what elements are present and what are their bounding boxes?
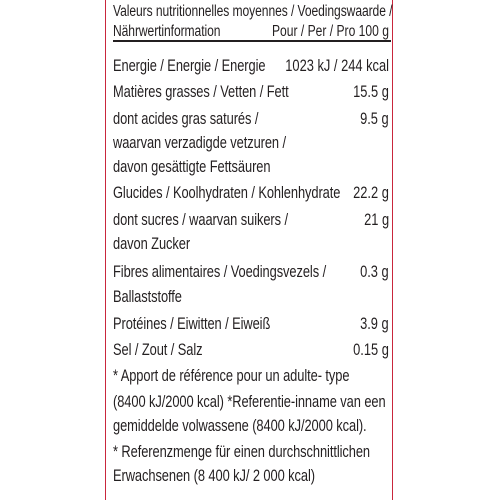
table-row-protein [105,314,392,334]
table-row-fibre-de [105,287,392,307]
row-label: dont sucres / waarvan suikers / [113,211,288,229]
footnote-line [105,466,392,486]
table-row-sugars-de [105,234,392,254]
header-title: Valeurs nutritionnelles moyennes / Voedingswaarde / [113,3,393,20]
row-value: 21 g [363,211,389,229]
header-subtitle: Nährwertinformation [113,23,221,40]
row-label: Glucides / Koolhydraten / Kohlenhydrate [113,184,341,202]
footnote-text: (8400 kJ/2000 kcal) *Referentie-inname van een [113,393,386,411]
table-row-fibre [105,262,392,282]
row-value: 9.5 g [360,110,389,128]
row-value: 0.15 g [353,341,389,359]
table-row-energy [105,56,392,76]
table-row-saturates [105,109,392,129]
row-label: Ballaststoffe [113,288,182,306]
footnote-line [105,366,392,386]
row-label: dont acides gras saturés / [113,110,259,128]
footnote-line [105,442,392,462]
table-row-saturates-nl [105,133,392,153]
row-value: 3.9 g [360,315,389,333]
table-row-fat [105,82,392,102]
row-label: waarvan verzadigde vetzuren / [113,134,287,152]
header-per-100g: Pour / Per / Pro 100 g [272,23,389,40]
footnote-text: gemiddelde volwassene (8400 kJ/2000 kcal). [113,417,367,435]
header-underline [113,40,391,42]
table-row-salt [105,340,392,360]
row-label: davon gesättigte Fettsäuren [113,158,271,176]
nutrition-table [105,0,392,500]
header-row-2 [105,22,392,42]
row-value: 0.3 g [360,263,389,281]
table-row-saturates-de [105,157,392,177]
row-label: Matières grasses / Vetten / Fett [113,83,289,101]
footnote-text: Erwachsenen (8 400 kJ/ 2 000 kcal) [113,467,315,485]
row-label: Protéines / Eiwitten / Eiweiß [113,315,271,333]
row-label: Energie / Energie / Energie [113,57,266,75]
footnote-text: * Apport de référence pour un adulte- type [113,367,350,385]
row-value: 15.5 g [353,83,389,101]
table-row-carbohydrate [105,183,392,203]
row-value: 22.2 g [353,184,389,202]
footnote-line [105,416,392,436]
right-border-line [392,0,393,500]
table-row-sugars [105,210,392,230]
row-label: Fibres alimentaires / Voedingsvezels / [113,263,327,281]
row-label: davon Zucker [113,235,191,253]
row-label: Sel / Zout / Salz [113,341,203,359]
footnote-text: * Referenzmenge für einen durchschnittlichen [113,443,370,461]
row-value: 1023 kJ / 244 kcal [285,57,389,75]
header-row-1 [105,2,392,22]
footnote-line [105,392,392,412]
